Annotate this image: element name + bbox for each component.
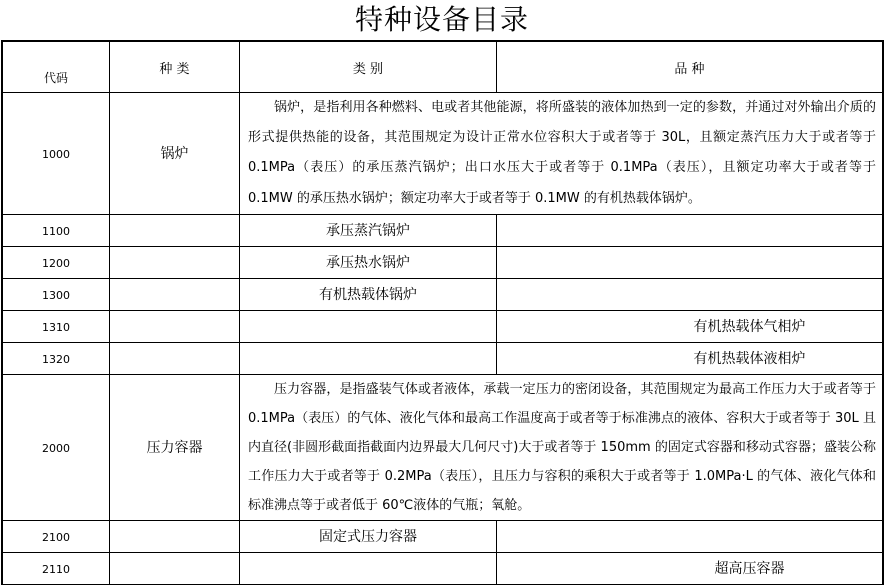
table-header-row: [3, 42, 883, 93]
row-kind: 压力容器: [110, 374, 240, 520]
row-variety: 有机热载体液相炉: [497, 342, 883, 374]
row-kind-empty: [110, 214, 240, 246]
row-kind-empty: [110, 342, 240, 374]
row-variety-empty: [497, 520, 883, 552]
row-variety: 超高压容器: [497, 552, 883, 584]
header-variety: 品 种: [497, 42, 883, 93]
row-variety-empty: [497, 214, 883, 246]
table-row: [3, 552, 883, 584]
table-row: [3, 310, 883, 342]
header-category: 类 别: [240, 42, 497, 93]
row-kind-empty: [110, 520, 240, 552]
row-variety: 有机热载体气相炉: [497, 310, 883, 342]
equipment-catalog-table: [2, 41, 883, 585]
row-category-empty: [240, 310, 497, 342]
row-code: 1100: [3, 214, 110, 246]
table-row: [3, 93, 883, 215]
row-kind: 锅炉: [110, 93, 240, 215]
row-code: 2000: [3, 374, 110, 520]
row-category: 承压蒸汽锅炉: [240, 214, 497, 246]
description-text: 压力容器，是指盛装气体或者液体，承载一定压力的密闭设备，其范围规定为最高工作压力大于或者等于 0.1MPa（表压）的气体、液化气体和最高工作温度高于或者等于标准沸点的液体、容积大于或者等于 30L 且内直径(非圆形截面指截面内边界最大几何尺寸)大于或者等于 150mm 的固定式容器和移动式容器；盛装公称工作压力大于或者等于 0.2MPa（表压），且压力与容积的乘积大于或者等于 1.0MPa·L 的气体、液化气体和标准沸点等于或者低于 60℃液体的气瓶；氧舱。: [248, 381, 876, 513]
table-row: [3, 246, 883, 278]
row-description: [240, 93, 883, 215]
header-code: 代码: [3, 42, 110, 93]
row-code: 2100: [3, 520, 110, 552]
table-row: [3, 520, 883, 552]
row-code: 1200: [3, 246, 110, 278]
row-category: 承压热水锅炉: [240, 246, 497, 278]
row-kind-empty: [110, 310, 240, 342]
page-title: 特种设备目录: [354, 3, 529, 36]
row-category-empty: [240, 342, 497, 374]
row-code: 1310: [3, 310, 110, 342]
header-kind: 种 类: [110, 42, 240, 93]
row-code: 1000: [3, 93, 110, 215]
row-description: [240, 374, 883, 520]
table-row: [3, 214, 883, 246]
description-text: 锅炉，是指利用各种燃料、电或者其他能源，将所盛装的液体加热到一定的参数，并通过对外输出介质的形式提供热能的设备，其范围规定为设计正常水位容积大于或者等于 30L，且额定蒸汽压力大于或者等于 0.1MPa（表压）的承压蒸汽锅炉；出口水压大于或者等于 0.1MPa（表压），且额定功率大于或者等于 0.1MW 的承压热水锅炉；额定功率大于或者等于 0.1MW 的有机热载体锅炉。: [248, 100, 876, 206]
row-category: 固定式压力容器: [240, 520, 497, 552]
row-code: 2110: [3, 552, 110, 584]
table-row: [3, 278, 883, 310]
row-kind-empty: [110, 246, 240, 278]
row-kind-empty: [110, 278, 240, 310]
table-row: [3, 342, 883, 374]
row-variety-empty: [497, 278, 883, 310]
row-variety-empty: [497, 246, 883, 278]
row-category: 有机热载体锅炉: [240, 278, 497, 310]
row-code: 1300: [3, 278, 110, 310]
table-row: [3, 374, 883, 520]
row-kind-empty: [110, 552, 240, 584]
row-code: 1320: [3, 342, 110, 374]
row-category-empty: [240, 552, 497, 584]
